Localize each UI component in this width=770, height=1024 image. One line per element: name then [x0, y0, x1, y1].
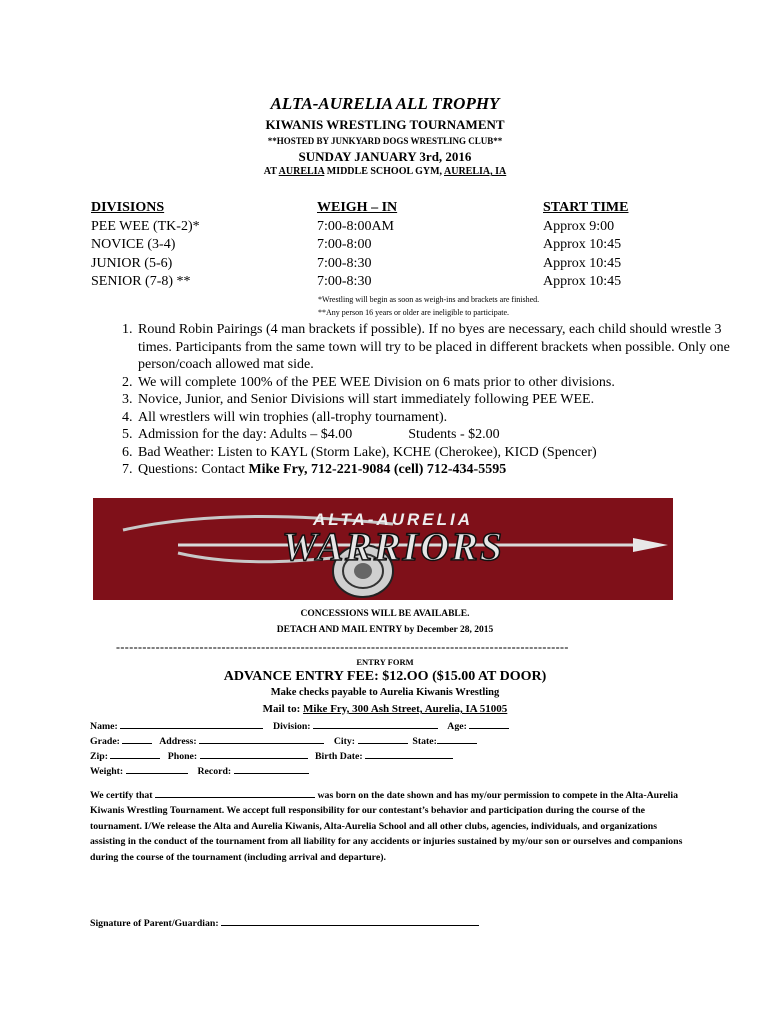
division-cell: SENIOR (7-8) ** — [91, 274, 191, 289]
form-row-zip: Zip: Phone: Birth Date: — [90, 749, 453, 762]
zip-field[interactable] — [110, 749, 160, 759]
divisions-column — [91, 199, 200, 292]
weight-field[interactable] — [126, 764, 188, 774]
weigh-in-cell: 7:00-8:00 — [317, 237, 372, 252]
cut-line: ------------------------------------------------------------------------------------------------------- — [116, 640, 569, 654]
record-field[interactable] — [234, 764, 309, 774]
rule-item: 6. Bad Weather: Listen to KAYL (Storm Lake), KCHE (Cherokee), KICD (Spencer) — [136, 444, 736, 462]
checks-payable: Make checks payable to Aurelia Kiwanis Wrestling — [270, 687, 500, 698]
start-time-header: START TIME — [543, 200, 629, 215]
mail-to: Mail to: Mike Fry, 300 Ash Street, Aurelia, IA 51005 — [262, 703, 508, 715]
entry-form-label: ENTRY FORM — [356, 657, 414, 667]
divisions-header: DIVISIONS — [91, 200, 165, 215]
rule-item: 7. Questions: Contact Mike Fry, 712-221-9084 (cell) 712-434-5595 — [136, 461, 736, 479]
contact-info: Mike Fry, 712-221-9084 (cell) 712-434-5595 — [248, 462, 507, 477]
weigh-in-cell: 7:00-8:00AM — [317, 218, 394, 234]
division-cell: NOVICE (3-4) — [91, 237, 176, 252]
form-row-name: Name: Division: Age: — [90, 719, 509, 732]
rule-item: 3. Novice, Junior, and Senior Divisions will start immediately following PEE WEE. — [136, 391, 736, 409]
birth-date-field[interactable] — [365, 749, 453, 759]
wrestling-start-note: *Wrestling will begin as soon as weigh-ins and brackets are finished. — [318, 295, 540, 304]
warriors-logo — [93, 498, 673, 600]
detach-note: DETACH AND MAIL ENTRY by December 28, 2015 — [276, 625, 494, 635]
start-time-column — [543, 199, 628, 292]
division-cell: PEE WEE (TK-2)* — [91, 218, 200, 234]
rules-list — [84, 321, 736, 479]
age-limit-note: **Any person 16 years or older are ineligible to participate. — [318, 308, 510, 317]
age-field[interactable] — [469, 719, 509, 729]
signature-row: Signature of Parent/Guardian: — [90, 916, 479, 929]
banner-top-text: ALTA-AURELIA — [312, 510, 474, 529]
state-field[interactable] — [437, 734, 477, 744]
phone-field[interactable] — [200, 749, 308, 759]
start-time-cell: Approx 9:00 — [543, 218, 615, 234]
host-line: **HOSTED BY JUNKYARD DOGS WRESTLING CLUB** — [267, 136, 503, 146]
division-cell: JUNIOR (5-6) — [91, 255, 173, 271]
certification-paragraph: We certify that was born on the date shown and has my/our permission to compete in the Alta-Aurelia Kiwanis Wrestling Tournament. We accept full responsibility for our contestant’s behavior and participation during the course of the tournament. I/We release the Alta and Aurelia Kiwanis, Alta-Aurelia School and all other clubs, agencies, individuals, and organizations assisting in the conduct of the tournament from all liability for any accidents or injuries sustained by my/our son or ourselves and companions during the course of the tournament (including arrival and departure). — [90, 790, 683, 863]
event-date: SUNDAY JANUARY 3rd, 2016 — [298, 149, 472, 164]
concessions-note: CONCESSIONS WILL BE AVAILABLE. — [300, 609, 470, 619]
weigh-in-column — [317, 199, 397, 292]
page-title: ALTA-AURELIA ALL TROPHY — [270, 94, 500, 113]
grade-field[interactable] — [122, 734, 152, 744]
start-time-cell: Approx 10:45 — [543, 255, 622, 271]
address-field[interactable] — [199, 734, 324, 744]
signature-field[interactable] — [221, 916, 479, 926]
mail-address: Mike Fry, 300 Ash Street, Aurelia, IA 51005 — [303, 703, 508, 715]
banner-main-text: WARRIORS — [281, 524, 505, 569]
name-field[interactable] — [120, 719, 263, 729]
warriors-banner — [93, 498, 673, 600]
entry-fee: ADVANCE ENTRY FEE: $12.OO ($15.00 AT DOOR) — [223, 669, 547, 684]
tournament-name: KIWANIS WRESTLING TOURNAMENT — [265, 117, 505, 132]
contestant-name-field[interactable] — [155, 788, 315, 798]
start-time-cell: Approx 10:45 — [543, 274, 622, 289]
form-row-grade: Grade: Address: City: State: — [90, 734, 477, 747]
rule-item: 2. We will complete 100% of the PEE WEE Division on 6 mats prior to other divisions. — [136, 374, 736, 392]
rule-item: 5. Admission for the day: Adults – $4.00 Students - $2.00 — [136, 426, 736, 444]
weigh-in-cell: 7:00-8:30 — [317, 274, 372, 289]
division-field[interactable] — [313, 719, 438, 729]
event-location: AT AURELIA MIDDLE SCHOOL GYM, AURELIA, IA — [263, 166, 507, 177]
rule-item: 4. All wrestlers will win trophies (all-trophy tournament). — [136, 409, 736, 427]
form-row-weight: Weight: Record: — [90, 764, 309, 777]
city-field[interactable] — [358, 734, 408, 744]
weigh-in-cell: 7:00-8:30 — [317, 255, 372, 271]
rule-item: 1. Round Robin Pairings (4 man brackets if possible). If no byes are necessary, each child should wrestle 3 times. Participants from the same town will try to be placed in different brackets when possible. Only one person/coach allowed mat side. — [136, 321, 736, 374]
weigh-in-header: WEIGH – IN — [317, 200, 398, 215]
start-time-cell: Approx 10:45 — [543, 237, 622, 252]
